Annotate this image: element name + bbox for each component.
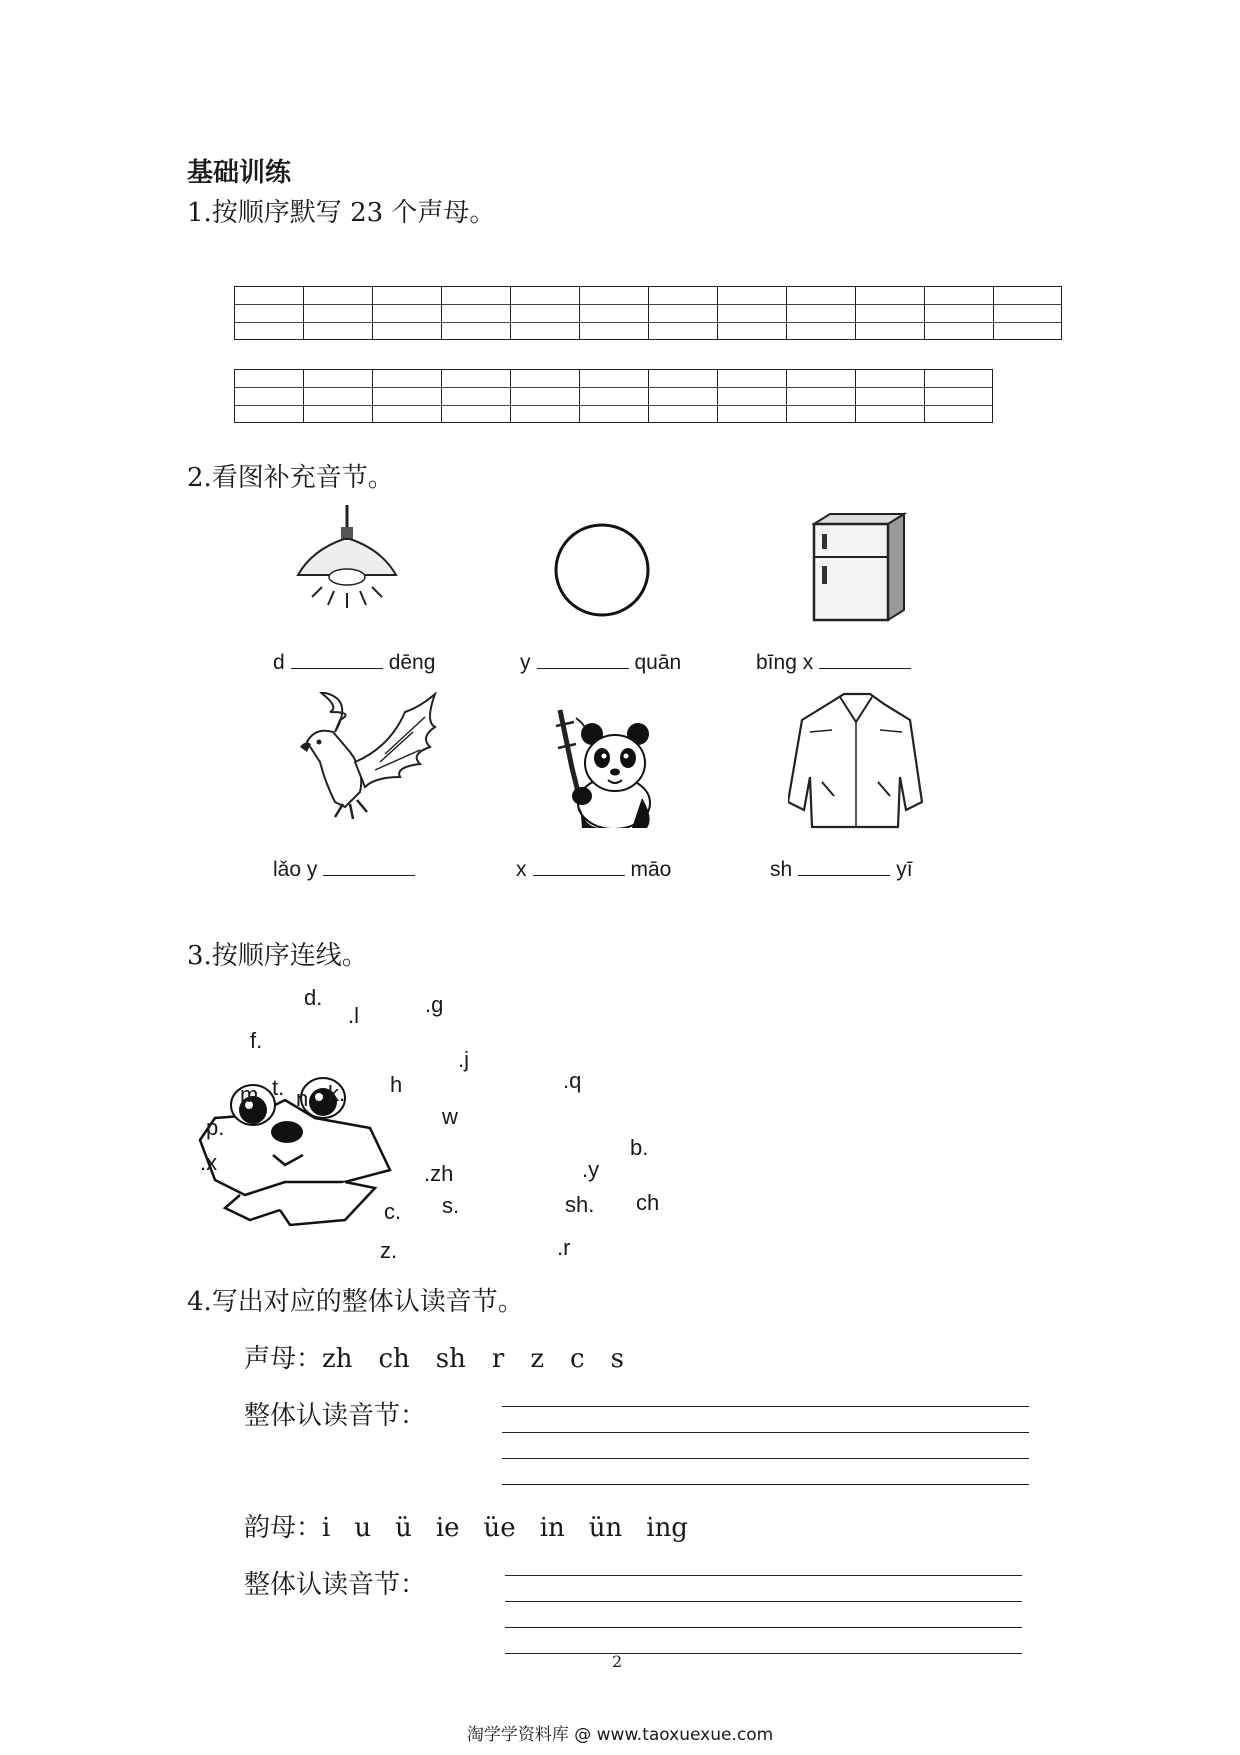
phonetic-item: ün (588, 1513, 623, 1543)
dot-letter[interactable]: .x (200, 1150, 218, 1175)
eagle-picture (295, 692, 440, 822)
shengmu-row (244, 1338, 650, 1375)
dot-letter[interactable]: b. (630, 1135, 649, 1160)
grid-cell[interactable] (234, 369, 303, 423)
phonetic-item: zh (322, 1344, 353, 1374)
dot-letter[interactable]: d. (304, 985, 323, 1010)
q4-title: 4.写出对应的整体认读音节。 (187, 1287, 524, 1317)
syllable-6: sh yī (770, 855, 913, 882)
phonetic-item: ie (435, 1513, 460, 1543)
grid-cell[interactable] (303, 286, 372, 340)
grid-cell[interactable] (648, 369, 717, 423)
answer-blank-4[interactable] (323, 855, 415, 876)
dot-letter[interactable]: .j (458, 1047, 469, 1072)
q1-title: 1.按顺序默写 23 个声母。 (187, 198, 496, 228)
grid-cell[interactable] (372, 286, 441, 340)
grid-cell[interactable] (924, 286, 993, 340)
syllable-3: bīng x (756, 648, 917, 675)
answer-line[interactable] (505, 1601, 1022, 1602)
yunmu-list (322, 1513, 712, 1543)
grid-cell[interactable] (510, 369, 579, 423)
answer-blank-3[interactable] (819, 648, 911, 669)
dot-letter[interactable]: k. (328, 1081, 346, 1106)
phonetic-item: sh (435, 1344, 466, 1374)
dot-letter[interactable]: n (296, 1086, 309, 1111)
syllable-2: y quān (520, 648, 681, 675)
yunmu-row (244, 1507, 712, 1544)
dot-letter[interactable]: h (390, 1072, 403, 1097)
phonetic-item: ing (646, 1513, 688, 1543)
phonetic-item: in (539, 1513, 565, 1543)
dot-letter[interactable]: sh. (565, 1192, 595, 1217)
dot-letter[interactable]: .g (425, 992, 444, 1017)
grid-cell[interactable] (441, 369, 510, 423)
phonetic-item: c (570, 1344, 585, 1374)
answer-line[interactable] (505, 1627, 1022, 1628)
dot-letter[interactable]: .zh (424, 1161, 454, 1186)
dot-letter[interactable]: m. (240, 1082, 265, 1107)
dot-letter[interactable]: .y (582, 1157, 600, 1182)
answer-line[interactable] (505, 1653, 1022, 1654)
grid-cell[interactable] (372, 369, 441, 423)
dot-letter[interactable]: .l (348, 1003, 359, 1028)
phonetic-item: ü (395, 1513, 412, 1543)
answer-blank-5[interactable] (533, 855, 625, 876)
answer-label-1: 整体认读音节： (244, 1401, 427, 1431)
dot-letter[interactable]: f. (250, 1028, 263, 1053)
grid-cell[interactable] (303, 369, 372, 423)
phonetic-item: u (354, 1513, 372, 1543)
dot-letter[interactable]: c. (384, 1199, 402, 1224)
q3-title: 3.按顺序连线。 (187, 941, 368, 971)
fridge-picture (812, 512, 907, 622)
dot-letter[interactable]: w (442, 1104, 458, 1129)
dot-letter[interactable]: z. (380, 1238, 398, 1263)
answer-blank-1[interactable] (291, 648, 383, 669)
grid-cell[interactable] (234, 286, 303, 340)
phonetic-item: i (322, 1513, 331, 1543)
dot-letter[interactable]: ch (636, 1190, 660, 1215)
shengmu-label: 声母： (244, 1344, 323, 1374)
lamp-picture (292, 505, 402, 610)
phonetic-item: üe (483, 1513, 516, 1543)
dot-letter[interactable]: .q (563, 1068, 582, 1093)
q1-writing-grid-row2[interactable] (234, 369, 993, 423)
syllable-4: lǎo y (273, 855, 421, 882)
grid-cell[interactable] (717, 286, 786, 340)
page-number: 2 (612, 1652, 623, 1671)
answer-label-2: 整体认读音节： (244, 1570, 427, 1600)
answer-line[interactable] (502, 1406, 1029, 1407)
dot-letter[interactable]: p. (206, 1115, 225, 1140)
shengmu-list (322, 1344, 650, 1374)
grid-cell[interactable] (441, 286, 510, 340)
phonetic-item: z (530, 1344, 545, 1374)
grid-cell[interactable] (648, 286, 717, 340)
q1-writing-grid-row1[interactable] (234, 286, 1062, 340)
section-title: 基础训练 (187, 158, 292, 188)
yunmu-label: 韵母： (244, 1513, 323, 1543)
grid-cell[interactable] (855, 286, 924, 340)
dot-letter[interactable]: .r (557, 1235, 571, 1260)
footer-watermark: 淘学学资料库 @ www.taoxuexue.com (466, 1725, 774, 1745)
grid-cell[interactable] (579, 369, 648, 423)
dot-letter[interactable]: s. (442, 1193, 460, 1218)
circle-picture (552, 522, 652, 618)
answer-line[interactable] (505, 1575, 1022, 1576)
grid-cell[interactable] (993, 286, 1062, 340)
answer-line[interactable] (502, 1458, 1029, 1459)
dot-letter[interactable]: t. (272, 1075, 285, 1100)
grid-cell[interactable] (924, 369, 993, 423)
grid-cell[interactable] (855, 369, 924, 423)
phonetic-item: r (491, 1344, 505, 1374)
grid-cell[interactable] (510, 286, 579, 340)
answer-blank-6[interactable] (798, 855, 890, 876)
answer-line[interactable] (502, 1484, 1029, 1485)
syllable-1: d dēng (273, 648, 435, 675)
grid-cell[interactable] (717, 369, 786, 423)
phonetic-item: s (610, 1344, 624, 1374)
q2-title: 2.看图补充音节。 (187, 463, 394, 493)
grid-cell[interactable] (786, 369, 855, 423)
syllable-5: x māo (516, 855, 671, 882)
answer-blank-2[interactable] (537, 648, 629, 669)
jacket-picture (788, 692, 923, 830)
phonetic-item: ch (378, 1344, 410, 1374)
answer-line[interactable] (502, 1432, 1029, 1433)
grid-cell[interactable] (786, 286, 855, 340)
panda-picture (552, 708, 662, 828)
grid-cell[interactable] (579, 286, 648, 340)
